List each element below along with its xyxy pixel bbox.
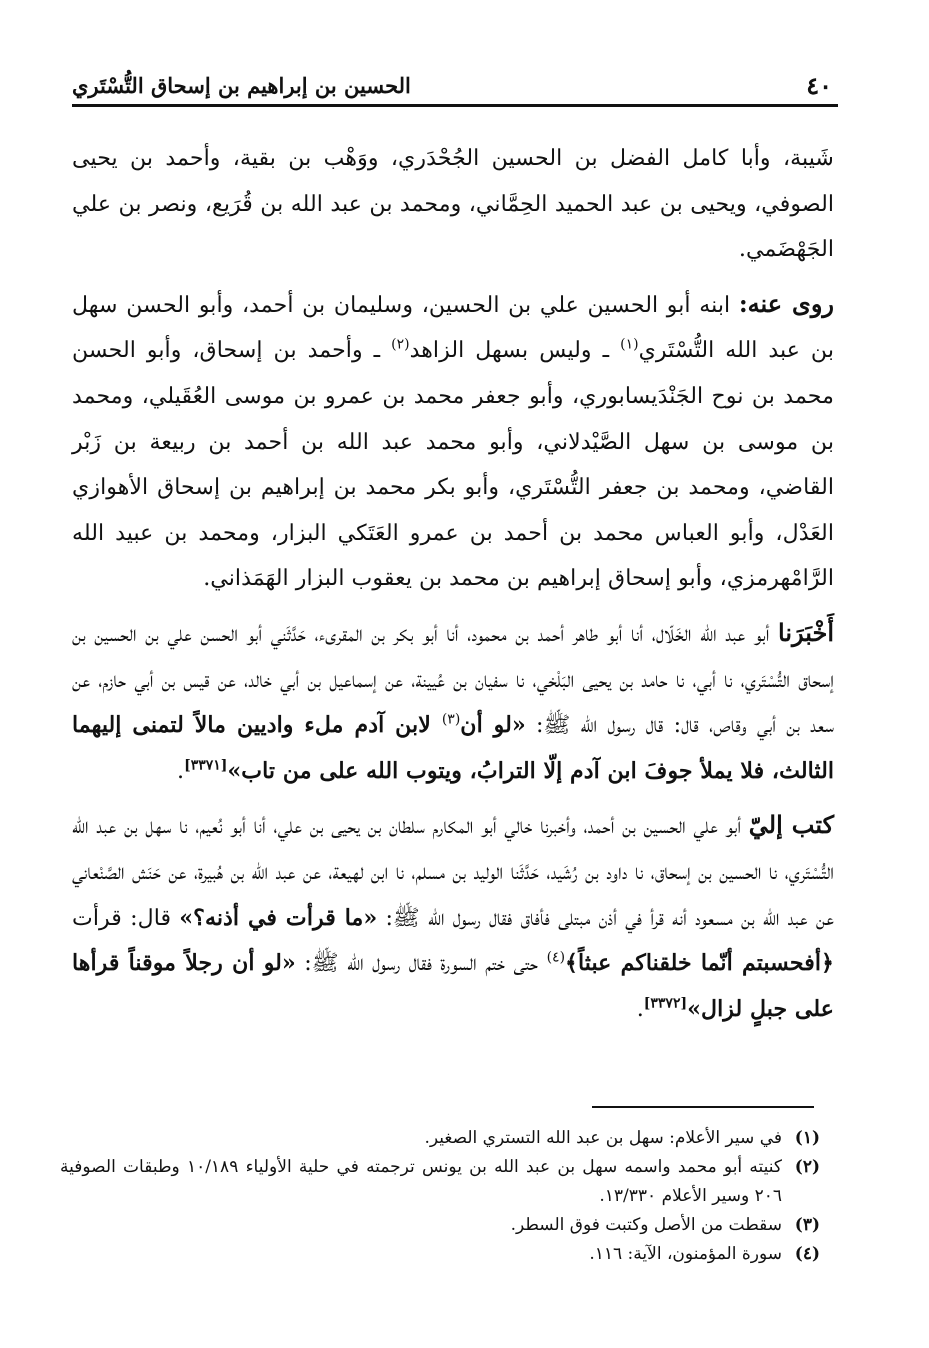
narrators-text-c: ـ وأحمد بن إسحاق، وأبو الحسن محمد بن نوح الجَنْدَيسابوري، وأبو جعفر محمد بن عمرو بن موسى العُقَيلي، ومحمد بن موسى بن سهل الصَّيْدلاني، وأبو محمد عبد الله بن أحمد بن ربيعة بن زَبْر القاضي، ومحمد بن جعفر التُّسْتَري، وأبو بكر محمد بن إبراهيم بن إسحاق الأهوازي العَدْل، وأبو العباس محمد بن أحمد بن عمرو العَتَكي البزار، ومحمد بن عبيد الله الرَّامْهرمزي، وأبو إسحاق إبراهيم بن محمد بن يعقوب البزار الهَمَذاني. [72,337,834,592]
footnote-text: سورة المؤمنون، الآية: ١١٦. [589,1244,782,1264]
footnote-number: (٣) [794,1215,820,1235]
footnote-item [60,1124,820,1153]
footnote-text: سقطت من الأصل وكتبت فوق السطر. [510,1215,782,1235]
teachers-text: شَيبة، وأبا كامل الفضل بن الحسين الجُحْدَري، ووَهْب بن بقية، وأحمد بن يحيى الصوفي، ويحيى بن عبد الحميد الحِمَّاني، ومحمد بن عبد الله بن قُرَيع، ونصر بن علي الجَهْضَمي. [72,145,834,263]
hadith-3372-isnad: أبو علي الحسين بن أحمد، وأخبرنا خالي أبو المكارم سلطان بن يحيى بن علي، أنا أبو نُعيم، نا سهل بن عبد الله التُّسْتَري، نا الحسين بن إسحاق، نا داود بن رُشَيد، حَدَّثَنا الوليد بن مسلم، نا ابن لهيعة، عن عبد الله بن هُبيرة، عن حَنَش الصَّنْعاني عن عبد الله بن مسعود أنه قرأ في أذن مبتلى فأفاق فقال رسول الله ﷺ: [72,813,834,931]
hadith-3371-matn-b: لابن آدم ملء واديين مالاً لتمنى إليهما الثالث، فلا يملأ جوفَ ابن آدم إلّا الترابُ، ويتوب الله على من تاب» [72,712,834,784]
narrators-text-a: ابنه أبو الحسين علي بن الحسين، وسليمان بن أحمد، وأبو الحسن سهل بن عبد الله التُّسْتَري [72,291,834,364]
footnotes [60,1124,820,1269]
hadith-number-3371: [٣٣٧١] [184,757,228,774]
hadith-number-3372: [٣٣٧٢] [643,995,688,1012]
footnote-text: كنيته أبو محمد واسمه سهل بن عبد الله بن يونس ترجمته في حلية الأولياء ١٠/١٨٩ وطبقات الصوفية ٢٠٦ وسير الأعلام ١٣/٣٣٠. [60,1157,782,1206]
hadith-3372-end: . [636,995,644,1022]
footnote-item [60,1153,820,1211]
footnote-item [60,1240,820,1269]
footnote-marker-2: (٢) [391,336,410,353]
narrators-paragraph [72,281,834,602]
hadith-3372-lead: كتب إليّ [748,810,834,840]
narrators-text-b: ـ وليس بسهل الزاهد [409,337,621,364]
hadith-3372-matn: «لو أن رجلاً موقناً قرأها على جبلٍ لزال» [72,950,834,1022]
running-title: الحسين بن إبراهيم بن إسحاق التُّسْتَري [72,73,411,98]
hadith-3371-matn-a: «لو أن [460,712,526,739]
footnote-item [60,1211,820,1240]
hadith-3372-paragraph [72,802,834,1032]
hadith-3371-lead: أَخْبَرَنا [778,617,834,647]
hadith-3372-text-c: حتى ختم السورة فقال رسول الله ﷺ: [295,950,547,977]
quran-verse: ﴿أفحسبتم أنّما خلقناكم عبثاً﴾ [565,950,834,977]
hadith-3371-isnad: أبو عبد الله الخَلّال، أنا أبو طاهر أحمد بن محمود، أنا أبو بكر بن المقرىء، حَدَّثَني أبو الحسن علي بن الحسين بن إسحاق التُّسْتَري، نا أبي، نا حامد بن يحيى البَلْخي، نا سفيان بن عُيينة، عن إسماعيل بن أبي خالد، عن قيس بن أبي حازم، عن سعد بن أبي وقاص، قال: قال رسول الله ﷺ: [72,620,834,739]
footnote-marker-1: (١) [620,336,639,353]
page-header [72,60,838,107]
footnote-marker-4: (٤) [546,949,566,966]
footnote-divider [592,1106,814,1108]
page-number: ٤٠ [806,71,832,100]
hadith-3371-paragraph [72,610,834,794]
hadith-3372-question: «ما قرأت في أذنه؟» [179,904,378,931]
footnote-marker-3: (٣) [441,711,461,728]
hadith-3371-end: . [177,757,185,784]
main-text [72,136,834,1040]
teachers-paragraph [72,136,834,273]
hadith-3372-text-b: قال: قرأت [72,904,180,931]
footnote-text: في سير الأعلام: سهل بن عبد الله التستري الصغير. [424,1128,782,1148]
footnote-number: (٤) [794,1244,820,1264]
footnote-number: (١) [794,1128,820,1148]
footnote-number: (٢) [794,1157,820,1177]
narrators-lead: روى عنه: [738,288,835,318]
